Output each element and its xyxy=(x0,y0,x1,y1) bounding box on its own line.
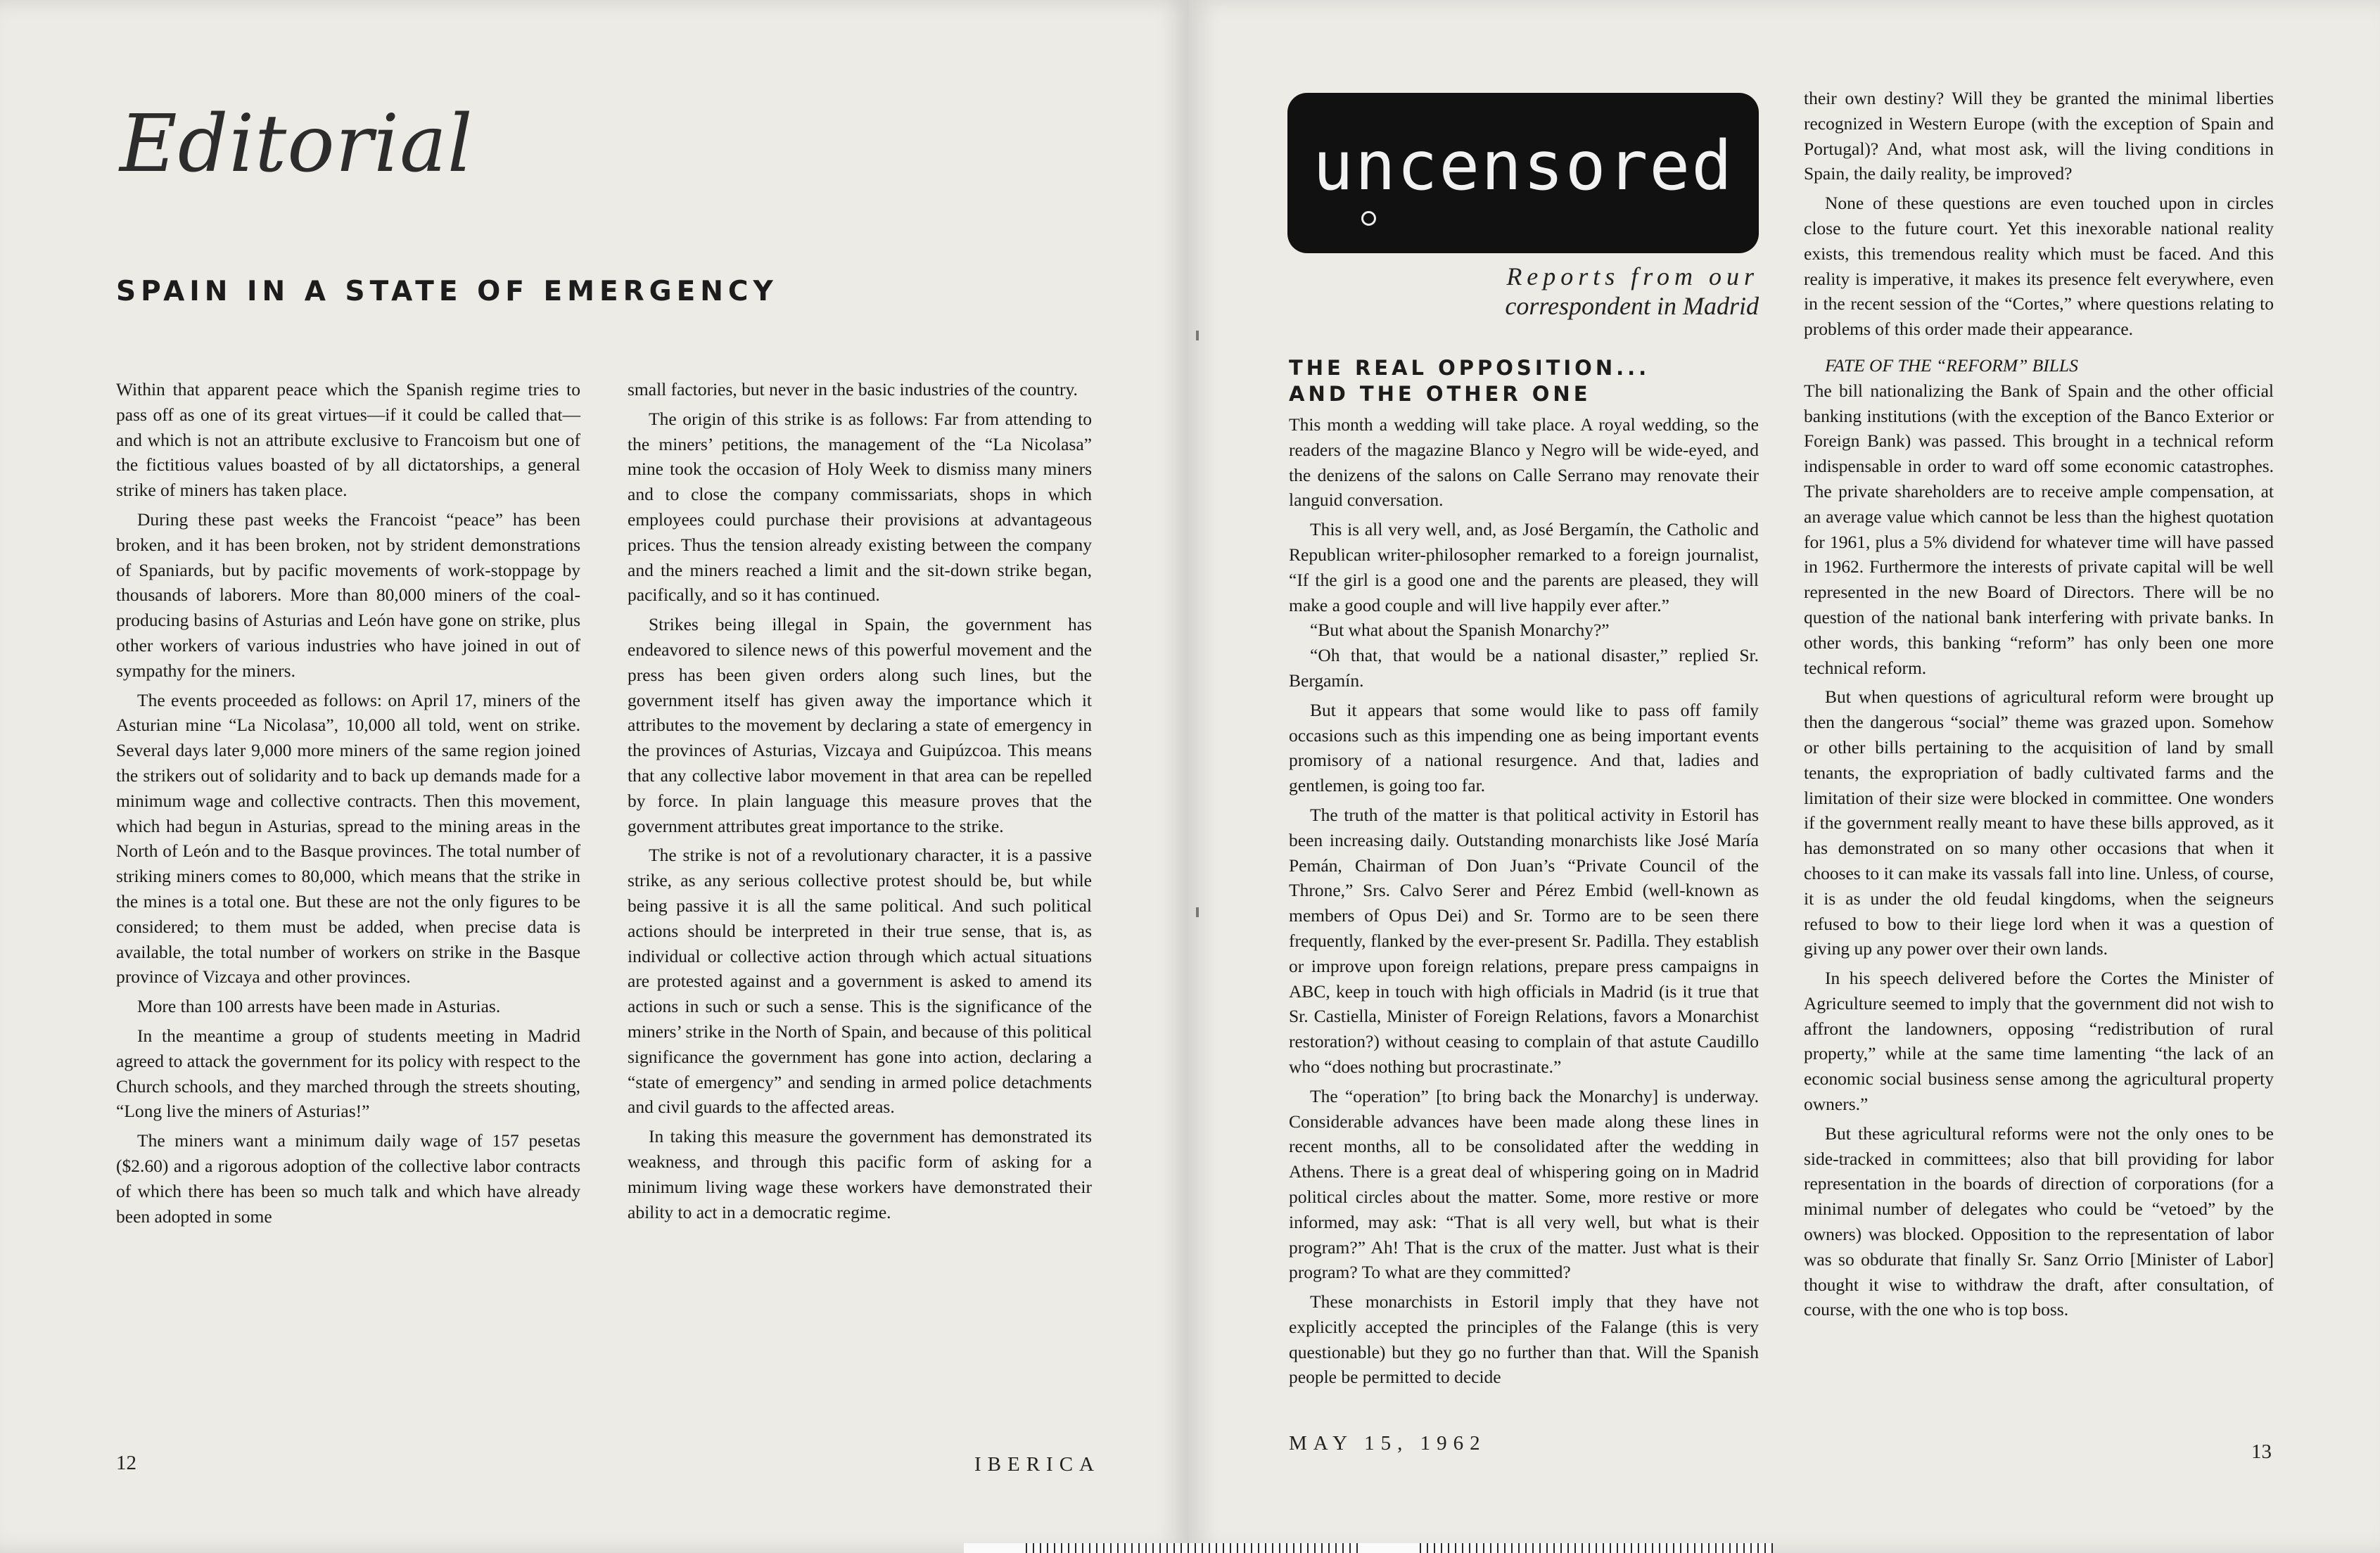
paragraph: “But what about the Spanish Monarchy?” xyxy=(1310,620,1610,641)
section-headline xyxy=(1289,355,1650,407)
paragraph: In taking this measure the government has demonstrated its weakness, and through this pacific form of asking for a minimum living wage these workers have demonstrated their ability to act in a democratic regime. xyxy=(628,1126,1092,1222)
running-title: IBERICA xyxy=(974,1453,1100,1476)
paragraph: None of these questions are even touched upon in circles close to the future court. Yet this inexorable national reality exists, this tremendous reality which must be faced. And this reality is imperative, it makes its presence felt everywhere, even in the recent session of the “Cortes,” where questions relating to problems of this order made their appearance. xyxy=(1804,193,2274,340)
paragraph: In the meantime a group of students meeting in Madrid agreed to attack the government for its policy with respect to the Church schools, and they marched through the streets shouting, “Long live the miners of Asturias!” xyxy=(116,1025,580,1122)
scale-block xyxy=(1358,1543,1414,1553)
paragraph: small factories, but never in the basic industries of the country. xyxy=(628,379,1078,400)
paragraph: their own destiny? Will they be granted the minimal liberties recognized in Western Europe (with the exception of Spain and Portugal)? And, what most ask, will the living conditions in Spain, the daily reality, be improved? xyxy=(1804,88,2274,184)
right-column-2 xyxy=(1804,86,2274,1322)
left-page xyxy=(0,0,1189,1553)
paragraph: The bill nationalizing the Bank of Spain and the other official banking institutions (with the exception of the Banco Exterior or Foreign Bank) was passed. This brought in a technical reform indispensable in order to ward off some economic catastrophes. The private shareholders are to receive ample compensation, at an average value which cannot be less than the highest quotation for 1961, plus a 5% dividend for whatever time will have passed in 1962. Furthermore the interests of private capital will be well represented in the new Board of Directors. There will be no question of the national bank interfering with private banks. In other words, this banking “reform” has only been one more technical reform. xyxy=(1804,380,2274,678)
subtitle-line: Reports from our xyxy=(1506,262,1759,290)
column-subtitle xyxy=(1337,262,1759,321)
paragraph: Strikes being illegal in Spain, the government has endeavored to silence news of this powerful movement and the press has been given orders along such lines, but the government itself has given away the importance which it attributes to the movement by declaring a state of emergency in the provinces of Asturias, Vizcaya and Guipúzcoa. This means that any collective labor movement in that area can be repelled by force. In plain language this measure proves that the government attributes great importance to the strike. xyxy=(628,614,1092,836)
right-column-1 xyxy=(1289,412,1759,1390)
date-line: MAY 15, 1962 xyxy=(1289,1432,1487,1455)
binding-mark xyxy=(1196,331,1199,340)
paragraph: The truth of the matter is that political activity in Estoril has been increasing daily. Outstanding monarchists like José María Pemán, Chairman of Don Juan’s “Private Council of the Throne,” Srs. Calvo Serer and Pérez Embid (well-known as members of Opus Dei) and Sr. Tormo are to be seen there frequently, flanked by the ever-present Sr. Padilla. They establish or improve upon foreign relations, prepare press campaigns in ABC, keep in touch with high officials in Madrid (is it true that Sr. Castiella, Minister of Foreign Relations, favors a Monarchist restoration?) without ceasing to complain of that astute Caudillo who “does nothing but procrastinate.” xyxy=(1289,804,1759,1077)
section-title: Editorial xyxy=(120,98,473,190)
left-column-2 xyxy=(628,377,1092,1225)
paragraph: But when questions of agricultural reform were brought up then the dangerous “social” theme was grazed upon. Somehow or other bills pertaining to the acquisition of land by small tenants, the expropriation of badly cultivated farms and the limitation of their size were blocked in committee. One wonders if the government really meant to have these bills approved, as it has demonstrated on so many other occasions that when it chooses to it can make its vassals fall into line. Unless, of course, it is as under the old feudal kingdoms, when the seigneurs refused to bow to their liege lord when it was a question of giving up any power over their own lands. xyxy=(1804,686,2274,959)
subtitle-line: correspondent in Madrid xyxy=(1505,292,1759,320)
paragraph: But it appears that some would like to pass off family occasions such as this impending one as being important events promisory of a national resurgence. And that, ladies and gentlemen, is going too far. xyxy=(1289,699,1759,796)
logo-dot-icon xyxy=(1361,211,1376,226)
paragraph: This is all very well, and, as José Bergamín, the Catholic and Republican writer-philosopher remarked to a foreign journalist, “If the girl is a good one and the parents are pleased, they will make a good couple and will live happily ever after.” xyxy=(1289,519,1759,615)
binding-mark xyxy=(1196,907,1199,917)
paragraph: The miners want a minimum daily wage of 157 pesetas ($2.60) and a rigorous adoption of the collective labor contracts of which there has been so much talk and which have already been adopted in some xyxy=(116,1130,580,1227)
paragraph: The origin of this strike is as follows: Far from attending to the miners’ petitions, the management of the “La Nicolasa” mine took the occasion of Holy Week to dismiss many miners and to close the company commissariats, shops in which employees could purchase their provisions at advantageous prices. Thus the tension already existing between the company and the miners reached a limit and the sit-down strike began, pacifically, and so it has continued. xyxy=(628,408,1092,606)
paragraph: In his speech delivered before the Cortes the Minister of Agriculture seemed to imply that the government did not wish to affront the landowners, opposing “redistribution of rural property,” while at the same time lamenting “the lack of an economic social business sense among the agricultural property owners.” xyxy=(1804,968,2274,1115)
paragraph: The strike is not of a revolutionary character, it is a passive strike, as any serious collective protest should be, but while being passive it is all the same political. And such political actions should be interpreted in their true sense, that is, as individual or collective action through which actual situations are protested against and a government is asked to amend its actions in such or such a sense. This is the significance of the miners’ strike in the North of Spain, and because of this political significance the government has gone into action, declaring a “state of emergency” and sending in armed police detachments and civil guards to the affected areas. xyxy=(628,845,1092,1118)
left-column-1 xyxy=(116,377,580,1229)
subheading: FATE OF THE “REFORM” BILLS xyxy=(1825,354,2078,376)
paragraph: The “operation” [to bring back the Monarchy] is underway. Considerable advances have been made along these lines in recent months, all to be consolidated after the wedding in Athens. There is a great deal of whispering going on in Madrid political circles about the matter. Some, more restive or more informed, may ask: “That is all very well, but what is their program?” Ah! That is the crux of the matter. Just what is their program? To what are they committed? xyxy=(1289,1085,1759,1283)
scale-block xyxy=(964,1543,1020,1553)
logo-text: uncensored xyxy=(1313,127,1733,205)
section-headline-line: THE REAL OPPOSITION... xyxy=(1289,356,1650,380)
paragraph: More than 100 arrests have been made in Asturias. xyxy=(137,996,501,1017)
paragraph: These monarchists in Estoril imply that they have not explicitly accepted the principles of the Falange (this is very questionable) but they go no further than that. Will the Spanish people be permitted to decide xyxy=(1289,1291,1759,1388)
paragraph: The events proceeded as follows: on April 17, miners of the Asturian mine “La Nicolasa”, 10,000 all told, went on strike. Several days later 9,000 more miners of the same region joined the strikers out of solidarity and to back up demands made for a minimum wage and collective contracts. Then this movement, which had begun in Asturias, spread to the mining areas in the North of León and to the Basque provinces. The total number of striking miners comes to 80,000, which means that the strike in the mines is a total one. But these are not the only figures to be considered; to them must be added, when precise data is available, the total number of workers on strike in the Basque province of Vizcaya and other provinces. xyxy=(116,689,580,988)
uncensored-logo xyxy=(1287,93,1759,253)
paragraph: Within that apparent peace which the Spanish regime tries to pass off as one of its great virtues—if it could be called that—and which is not an attribute exclusive to Francoism but one of the fictitious values boasted of by all dictatorships, a general strike of miners has taken place. xyxy=(116,379,580,501)
scan-scale-bar xyxy=(964,1543,1773,1553)
paragraph: During these past weeks the Francoist “peace” has been broken, and it has been broken, not by strident demonstrations of Spaniards, but by pacific movements of work-stoppage by thousands of laborers. More than 80,000 miners of the coal-producing basins of Asturias and León have gone on strike, plus other workers of various industries who have joined in out of sympathy for the miners. xyxy=(116,509,580,681)
page-number: 13 xyxy=(2251,1440,2272,1463)
paragraph: But these agricultural reforms were not the only ones to be side-tracked in committees; also that bill providing for labor representation in the boards of direction of corporations (for a minimal number of delegates who could be “vetoed” by the owners) was blocked. Opposition to the representation of labor was so obdurate that finally Sr. Sanz Orrio [Minister of Labor] thought it wise to withdraw the draft, after consultation, of course, with the one who is top boss. xyxy=(1804,1123,2274,1320)
paragraph: “Oh that, that would be a national disaster,” replied Sr. Bergamín. xyxy=(1289,645,1759,691)
section-headline-line: AND THE OTHER ONE xyxy=(1289,382,1591,406)
paragraph: This month a wedding will take place. A royal wedding, so the readers of the magazine Blanco y Negro will be wide-eyed, and the denizens of the salons on Calle Serrano may renovate their languid conversation. xyxy=(1289,414,1759,511)
headline: SPAIN IN A STATE OF EMERGENCY xyxy=(116,276,778,307)
page-number: 12 xyxy=(116,1452,136,1474)
